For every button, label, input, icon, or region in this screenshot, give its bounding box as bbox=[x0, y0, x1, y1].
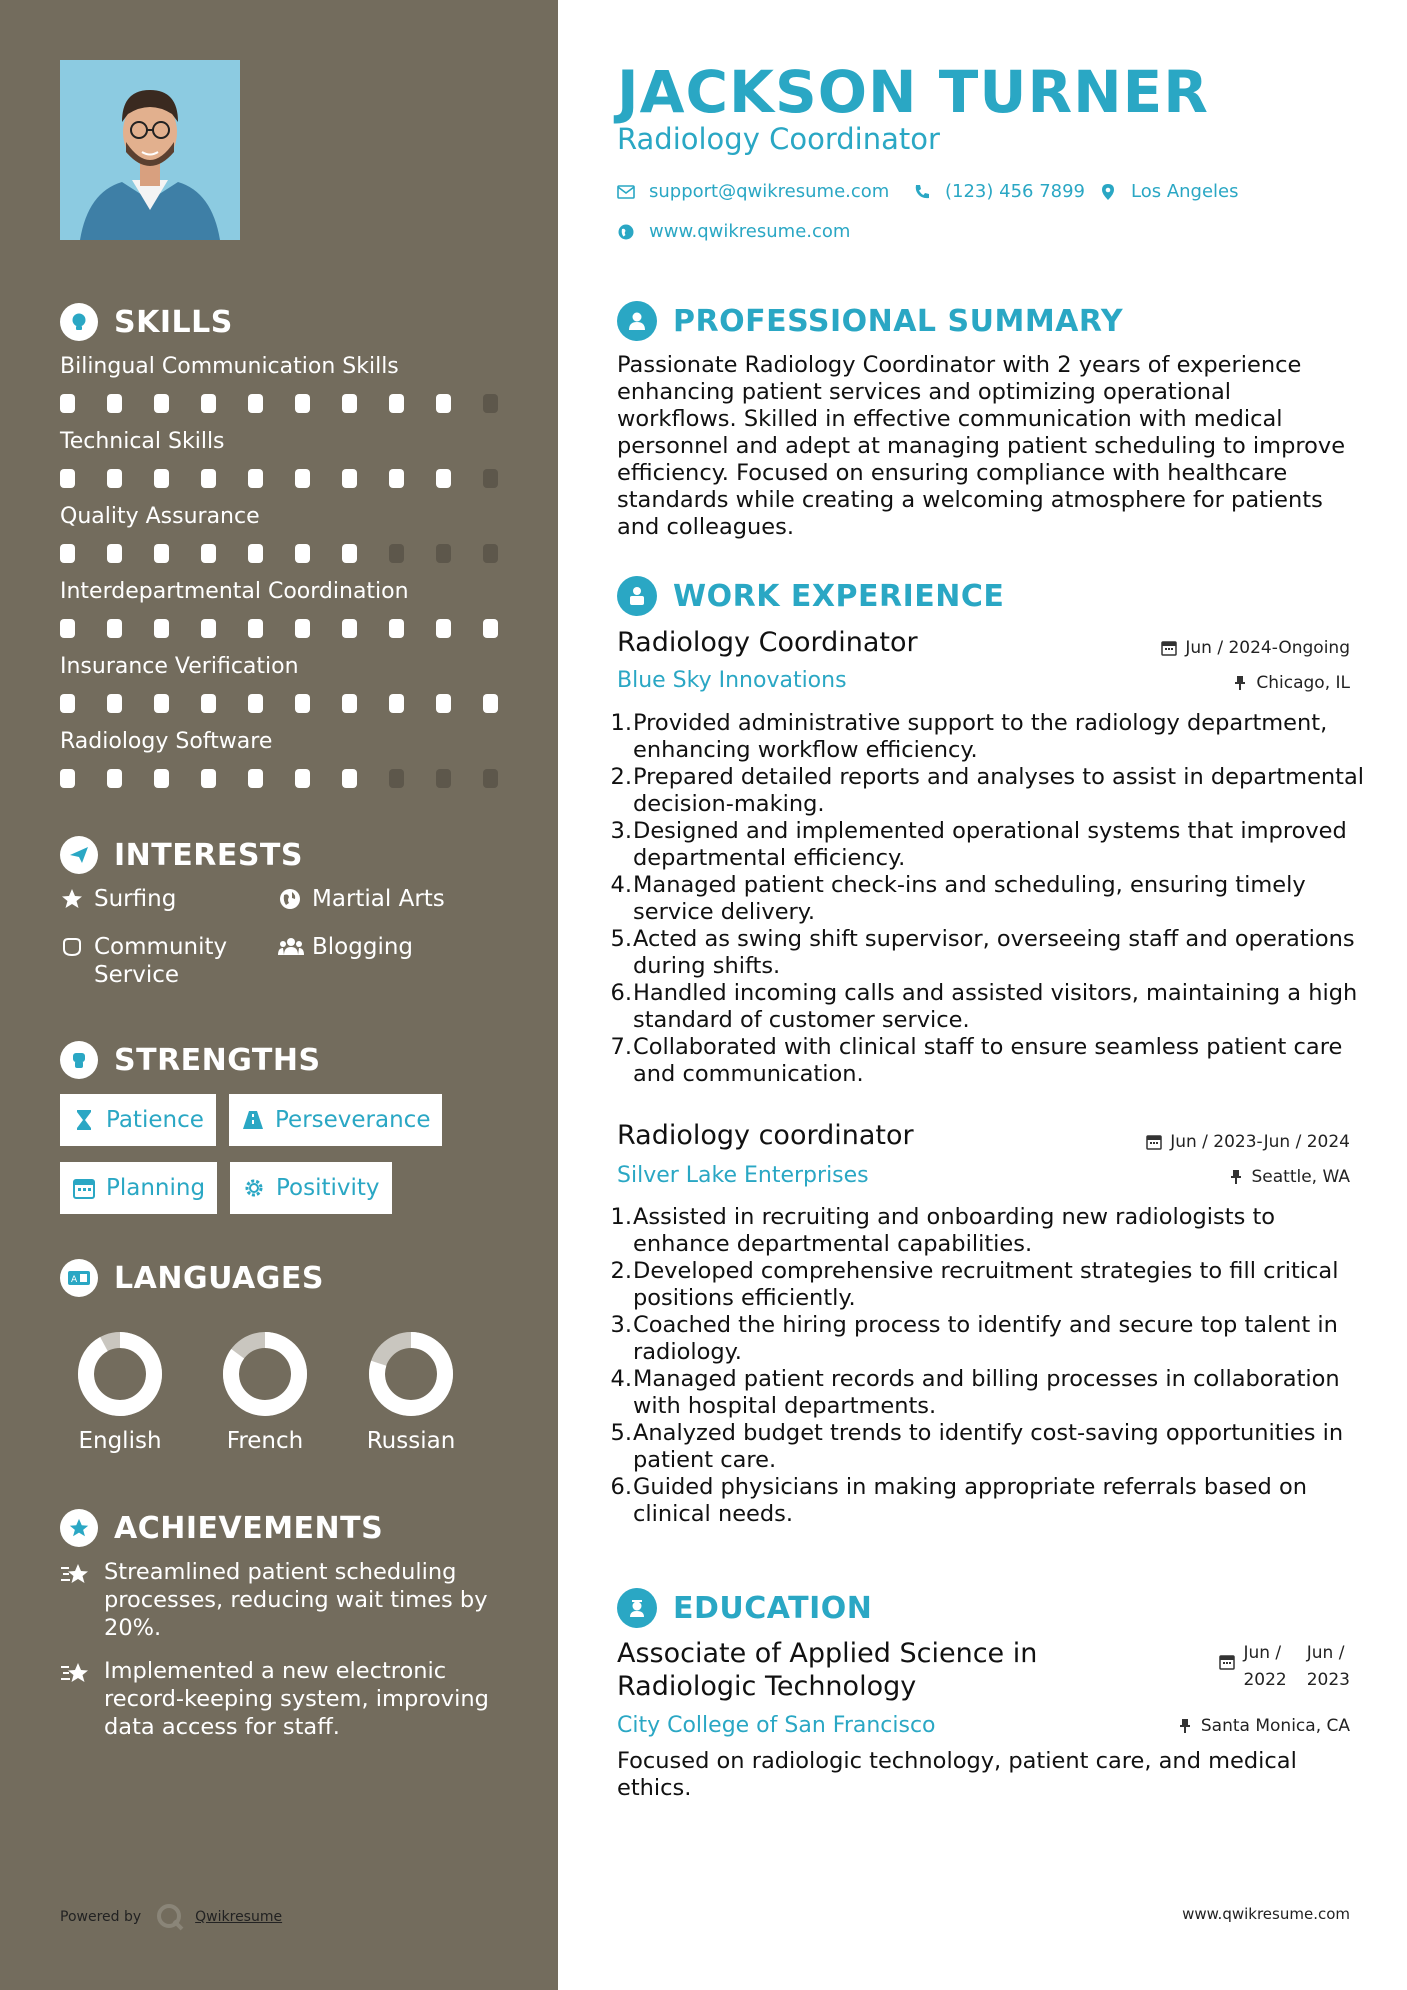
bullet-number: 6. bbox=[610, 1474, 632, 1500]
interest-item: Blogging bbox=[278, 933, 413, 961]
skill-rating-dot bbox=[248, 619, 263, 638]
location-contact: Los Angeles bbox=[1099, 181, 1239, 202]
interest-item: Community Service bbox=[60, 933, 260, 989]
achievements-heading: ACHIEVEMENTS bbox=[60, 1508, 383, 1548]
skill-rating-dot bbox=[107, 544, 122, 563]
bullet-text: Provided administrative support to the radiology department, enhancing workflow efficiency. bbox=[633, 710, 1328, 763]
bullet-number: 5. bbox=[610, 926, 632, 952]
skill-rating-dot bbox=[483, 394, 498, 413]
strength-tag: Patience bbox=[60, 1094, 216, 1146]
skill-rating-dot bbox=[201, 544, 216, 563]
skill-rating-dot bbox=[389, 469, 404, 488]
skill-rating-dot bbox=[154, 694, 169, 713]
summary-heading: PROFESSIONAL SUMMARY bbox=[617, 301, 1123, 341]
language-level-ring bbox=[200, 1326, 330, 1426]
job-company: Blue Sky Innovations bbox=[617, 668, 847, 693]
skill-item bbox=[60, 652, 500, 682]
languages-heading: A LANGUAGES bbox=[60, 1258, 324, 1298]
language-level-ring bbox=[55, 1326, 185, 1426]
skill-rating bbox=[60, 694, 500, 714]
strength-tag: Planning bbox=[60, 1162, 217, 1214]
skill-rating-dot bbox=[483, 769, 498, 788]
job-title: Radiology coordinator bbox=[617, 1120, 914, 1151]
road-icon bbox=[241, 1108, 265, 1132]
pin-icon bbox=[1232, 675, 1248, 691]
education-description: Focused on radiologic technology, patient care, and medical ethics. bbox=[617, 1748, 1297, 1801]
profile-photo bbox=[60, 60, 240, 240]
job-location: Seattle, WA bbox=[1228, 1167, 1351, 1187]
skill-rating-dot bbox=[342, 769, 357, 788]
skill-rating-dot bbox=[154, 769, 169, 788]
website-contact[interactable]: www.qwikresume.com bbox=[617, 221, 850, 242]
achievement-item: Implemented a new electronic record-keeping system, improving data access for staff. bbox=[60, 1657, 500, 1741]
skill-item bbox=[60, 352, 500, 382]
job-dates: Jun / 2024-Ongoing bbox=[1161, 638, 1350, 658]
strength-tag: Positivity bbox=[230, 1162, 392, 1214]
bullet-text: Handled incoming calls and assisted visitors, maintaining a high standard of customer service. bbox=[633, 980, 1358, 1033]
bullet-text: Guided physicians in making appropriate referrals based on clinical needs. bbox=[633, 1474, 1307, 1527]
skill-rating-dot bbox=[342, 394, 357, 413]
skill-rating-dot bbox=[154, 394, 169, 413]
qwikresume-link[interactable]: Qwikresume bbox=[195, 1909, 283, 1925]
skill-rating-dot bbox=[201, 694, 216, 713]
skill-rating-dot bbox=[295, 469, 310, 488]
skill-rating-dot bbox=[60, 469, 75, 488]
bullet-number: 4. bbox=[610, 872, 632, 898]
strength-tag: Perseverance bbox=[229, 1094, 442, 1146]
calendar-icon bbox=[1146, 1134, 1162, 1150]
language-item: English bbox=[55, 1326, 185, 1430]
bullet-number: 6. bbox=[610, 980, 632, 1006]
skill-rating-dot bbox=[154, 619, 169, 638]
skill-item bbox=[60, 427, 500, 457]
job-bullet bbox=[608, 1204, 1368, 1258]
skill-rating-dot bbox=[201, 619, 216, 638]
bullet-text: Assisted in recruiting and onboarding new radiologists to enhance departmental capabilities. bbox=[633, 1204, 1276, 1257]
calendar-icon bbox=[1161, 640, 1177, 656]
footer-website[interactable]: www.qwikresume.com bbox=[1182, 1905, 1350, 1923]
interests-heading: INTERESTS bbox=[60, 835, 303, 875]
graduation-cap-icon bbox=[617, 1588, 657, 1628]
skill-rating-dot bbox=[389, 619, 404, 638]
skill-rating-dot bbox=[107, 394, 122, 413]
bullet-number: 3. bbox=[610, 818, 632, 844]
skill-rating-dot bbox=[60, 694, 75, 713]
shooting-star-icon bbox=[60, 1659, 92, 1687]
skill-name: Interdepartmental Coordination bbox=[60, 579, 409, 604]
envelope-icon bbox=[617, 183, 635, 201]
skill-rating-dot bbox=[201, 769, 216, 788]
job-title: Radiology Coordinator bbox=[617, 627, 918, 658]
language-item: Russian bbox=[346, 1326, 476, 1430]
skill-rating-dot bbox=[248, 394, 263, 413]
skill-rating-dot bbox=[60, 394, 75, 413]
strengths-heading: STRENGTHS bbox=[60, 1040, 321, 1080]
education-location: Santa Monica, CA bbox=[1177, 1716, 1350, 1736]
achievement-item: Streamlined patient scheduling processes, reducing wait times by 20%. bbox=[60, 1558, 500, 1642]
gear-icon bbox=[242, 1176, 266, 1200]
skills-heading: SKILLS bbox=[60, 302, 233, 342]
globe-icon bbox=[278, 887, 302, 911]
job-bullet bbox=[608, 872, 1368, 926]
skill-rating-dot bbox=[483, 694, 498, 713]
skill-rating-dot bbox=[389, 694, 404, 713]
skill-rating-dot bbox=[342, 619, 357, 638]
users-icon bbox=[278, 935, 302, 959]
bullet-text: Managed patient check-ins and scheduling, ensuring timely service delivery. bbox=[633, 872, 1306, 925]
skill-rating-dot bbox=[483, 469, 498, 488]
skill-rating bbox=[60, 544, 500, 564]
skill-rating-dot bbox=[60, 769, 75, 788]
bullet-text: Acted as swing shift supervisor, overseeing staff and operations during shifts. bbox=[633, 926, 1355, 979]
job-dates: Jun / 2023-Jun / 2024 bbox=[1146, 1132, 1350, 1152]
bullet-text: Designed and implemented operational systems that improved departmental efficiency. bbox=[633, 818, 1347, 871]
degree-title: Associate of Applied Science in Radiologic Technology bbox=[617, 1638, 1038, 1702]
skill-rating-dot bbox=[295, 769, 310, 788]
job-bullet bbox=[608, 818, 1368, 872]
language-icon bbox=[60, 1259, 98, 1297]
job-bullets bbox=[608, 1204, 1368, 1528]
bullet-number: 1. bbox=[610, 710, 632, 736]
bullet-text: Prepared detailed reports and analyses to assist in departmental decision-making. bbox=[633, 764, 1365, 817]
powered-by: Powered by Qwikresume bbox=[60, 1902, 282, 1932]
skill-rating-dot bbox=[436, 694, 451, 713]
skill-rating-dot bbox=[248, 694, 263, 713]
skill-rating-dot bbox=[342, 694, 357, 713]
main-content bbox=[558, 0, 1407, 1990]
bullet-number: 5. bbox=[610, 1420, 632, 1446]
skill-rating-dot bbox=[60, 619, 75, 638]
skill-rating-dot bbox=[295, 544, 310, 563]
job-bullets bbox=[608, 710, 1368, 1088]
bullet-number: 2. bbox=[610, 764, 632, 790]
job-bullet bbox=[608, 1258, 1368, 1312]
language-level-ring bbox=[346, 1326, 476, 1426]
bullet-text: Collaborated with clinical staff to ensure seamless patient care and communication. bbox=[633, 1034, 1343, 1087]
skill-rating-dot bbox=[436, 469, 451, 488]
hands-icon bbox=[60, 935, 84, 959]
interest-item: Surfing bbox=[60, 885, 176, 913]
pin-icon bbox=[1177, 1718, 1193, 1734]
skill-rating-dot bbox=[436, 394, 451, 413]
qwikresume-logo-icon bbox=[155, 1902, 185, 1932]
skill-rating-dot bbox=[436, 769, 451, 788]
skill-rating-dot bbox=[107, 769, 122, 788]
skill-rating-dot bbox=[295, 694, 310, 713]
job-bullet bbox=[608, 1034, 1368, 1088]
job-location: Chicago, IL bbox=[1232, 673, 1350, 693]
star-icon bbox=[60, 887, 84, 911]
bullet-number: 7. bbox=[610, 1034, 632, 1060]
education-heading: EDUCATION bbox=[617, 1588, 872, 1628]
bullet-text: Analyzed budget trends to identify cost-saving opportunities in patient care. bbox=[633, 1420, 1344, 1473]
skill-rating-dot bbox=[107, 694, 122, 713]
skill-rating-dot bbox=[483, 544, 498, 563]
skill-rating-dot bbox=[201, 469, 216, 488]
bullet-text: Developed comprehensive recruitment strategies to fill critical positions efficiently. bbox=[633, 1258, 1339, 1311]
sidebar bbox=[0, 0, 558, 1990]
pin-icon bbox=[1228, 1169, 1244, 1185]
globe-icon bbox=[617, 223, 635, 241]
skill-rating-dot bbox=[436, 619, 451, 638]
hourglass-icon bbox=[72, 1108, 96, 1132]
skill-rating-dot bbox=[295, 394, 310, 413]
skill-name: Radiology Software bbox=[60, 729, 273, 754]
job-bullet bbox=[608, 1474, 1368, 1528]
skill-rating bbox=[60, 469, 500, 489]
phone-icon bbox=[913, 183, 931, 201]
job-bullet bbox=[608, 1366, 1368, 1420]
candidate-name: JACKSON TURNER bbox=[617, 58, 1209, 126]
bullet-number: 4. bbox=[610, 1366, 632, 1392]
job-bullet bbox=[608, 764, 1368, 818]
job-bullet bbox=[608, 926, 1368, 980]
skill-name: Insurance Verification bbox=[60, 654, 299, 679]
paper-plane-icon bbox=[60, 836, 98, 874]
skill-rating-dot bbox=[248, 469, 263, 488]
bullet-number: 1. bbox=[610, 1204, 632, 1230]
job-company: Silver Lake Enterprises bbox=[617, 1163, 869, 1188]
skill-rating-dot bbox=[436, 544, 451, 563]
svg-text:A: A bbox=[71, 1275, 78, 1285]
skill-rating-dot bbox=[389, 394, 404, 413]
bullet-number: 3. bbox=[610, 1312, 632, 1338]
school-name: City College of San Francisco bbox=[617, 1713, 936, 1738]
user-icon bbox=[617, 301, 657, 341]
calendar-icon bbox=[1219, 1654, 1235, 1670]
map-pin-icon bbox=[1099, 183, 1117, 201]
skill-rating-dot bbox=[389, 769, 404, 788]
skill-rating-dot bbox=[154, 544, 169, 563]
skill-rating bbox=[60, 769, 500, 789]
skill-rating-dot bbox=[154, 469, 169, 488]
bullet-text: Managed patient records and billing processes in collaboration with hospital departments. bbox=[633, 1366, 1340, 1419]
experience-heading: WORK EXPERIENCE bbox=[617, 576, 1004, 616]
skill-rating-dot bbox=[483, 619, 498, 638]
skill-name: Technical Skills bbox=[60, 429, 225, 454]
candidate-title: Radiology Coordinator bbox=[617, 122, 940, 156]
skill-rating-dot bbox=[248, 544, 263, 563]
bullet-text: Coached the hiring process to identify and secure top talent in radiology. bbox=[633, 1312, 1338, 1365]
skill-name: Quality Assurance bbox=[60, 504, 260, 529]
skill-rating-dot bbox=[60, 544, 75, 563]
skill-rating-dot bbox=[107, 469, 122, 488]
skill-rating-dot bbox=[248, 769, 263, 788]
skill-rating bbox=[60, 394, 500, 414]
phone-contact[interactable]: (123) 456 7899 bbox=[913, 181, 1085, 202]
job-bullet bbox=[608, 710, 1368, 764]
summary-text: Passionate Radiology Coordinator with 2 years of experience enhancing patient services and optimizing operational workflows. Skilled in effective communication with medical personnel and adept at managing patient scheduling to improve efficiency. Focused on ensuring compliance with healthcare standards while creating a welcoming atmosphere for patients and colleagues. bbox=[617, 352, 1346, 540]
fist-icon bbox=[60, 1041, 98, 1079]
calendar-icon bbox=[72, 1176, 96, 1200]
email-contact[interactable]: support@qwikresume.com bbox=[617, 181, 889, 202]
skill-item bbox=[60, 727, 500, 757]
job-bullet bbox=[608, 1312, 1368, 1366]
skill-name: Bilingual Communication Skills bbox=[60, 354, 399, 379]
trophy-star-icon bbox=[60, 1509, 98, 1547]
skill-item bbox=[60, 502, 500, 532]
shooting-star-icon bbox=[60, 1560, 92, 1588]
skill-rating bbox=[60, 619, 500, 639]
lightbulb-icon bbox=[60, 303, 98, 341]
bullet-number: 2. bbox=[610, 1258, 632, 1284]
skill-rating-dot bbox=[107, 619, 122, 638]
job-bullet bbox=[608, 1420, 1368, 1474]
skill-rating-dot bbox=[201, 394, 216, 413]
language-item: French bbox=[200, 1326, 330, 1430]
education-dates: Jun / 2022 Jun / 2023 bbox=[1219, 1640, 1350, 1694]
skill-rating-dot bbox=[342, 544, 357, 563]
language-ring-fill bbox=[86, 1340, 154, 1408]
interest-item: Martial Arts bbox=[278, 885, 445, 913]
briefcase-user-icon bbox=[617, 576, 657, 616]
skill-item bbox=[60, 577, 500, 607]
skill-rating-dot bbox=[342, 469, 357, 488]
job-bullet bbox=[608, 980, 1368, 1034]
skill-rating-dot bbox=[389, 544, 404, 563]
skill-rating-dot bbox=[295, 619, 310, 638]
